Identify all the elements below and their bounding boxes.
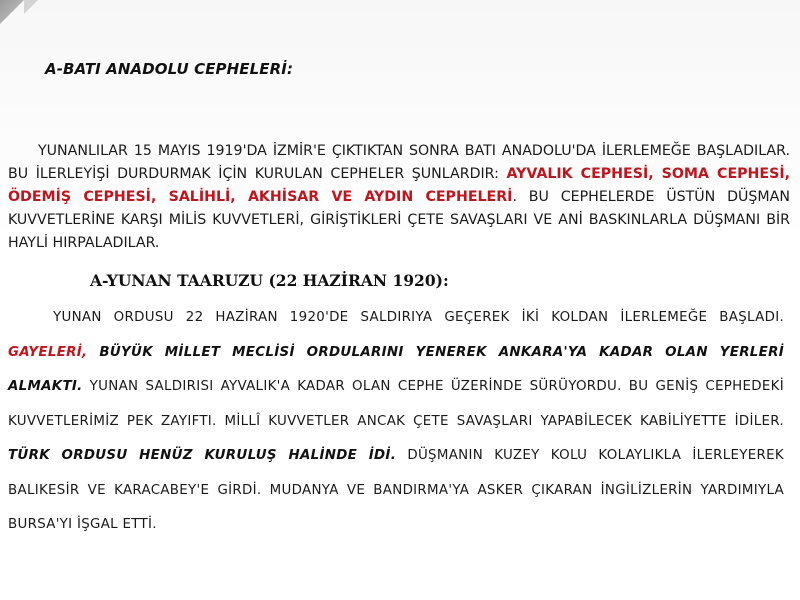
offensive-paragraph [8,301,784,543]
goals-text: BÜYÜK MİLLET MECLİSİ ORDULARINI YENEREK ANKARA'YA KADAR OLAN YERLERİ ALMAKTI. [8,344,784,394]
fronts-list: AYVALIK CEPHESİ, SOMA CEPHESİ, ÖDEMİŞ CEPHESİ, SALİHLİ, AKHİSAR VE AYDIN CEPHELERİ [8,166,790,205]
offensive-text-b: YUNAN SALDIRISI AYVALIK'A KADAR OLAN CEPHE ÜZERİNDE SÜRÜYORDU. BU GENİŞ CEPHEDEKİ KUVVETLERİMİZ PEK ZAYIFTI. MİLLÎ KUVVETLER ANCAK ÇETE SAVAŞLARI YAPABİLECEK KABİLİYETTE İDİLER. [8,379,784,429]
offensive-text-a: YUNAN ORDUSU 22 HAZİRAN 1920'DE SALDIRIYA GEÇEREK İKİ KOLDAN İLERLEMEĞE BAŞLADI. [53,310,784,325]
goals-label: GAYELERİ, [8,344,88,360]
subheading: A-YUNAN TAARUZU (22 HAZİRAN 1920): [90,271,449,290]
intro-text-b: . BU CEPHELERDE ÜSTÜN DÜŞMAN KUVVETLERİNE KARŞI MİLİS KUVVETLERİ, GİRİŞTİKLERİ ÇETE SAVAŞLARI VE ANİ BASKINLARLA DÜŞMANI BİR HAYLİ HIRPALADILAR. [8,189,790,251]
intro-text-a: YUNANLILAR 15 MAYIS 1919'DA İZMİR'E ÇIKTIKTAN SONRA BATI ANADOLU'DA İLERLEMEĞE BAŞLADILAR. BU İLERLEYİŞİ DURDURMAK İÇİN KURULAN CEPHELER ŞUNLARDIR: [8,143,790,182]
army-status: TÜRK ORDUSU HENÜZ KURULUŞ HALİNDE İDİ. [8,448,397,463]
offensive-text-c: DÜŞMANIN KUZEY KOLU KOLAYLIKLA İLERLEYEREK BALIKESİR VE KARACABEY'E GİRDİ. MUDANYA VE BANDIRMA'YA ASKER ÇIKARAN İNGİLİZLERİN YARDIMIYLA BURSA'YI İŞGAL ETTİ. [8,448,784,532]
section-title: A-BATI ANADOLU CEPHELERİ: [45,60,294,78]
intro-paragraph [8,140,790,255]
